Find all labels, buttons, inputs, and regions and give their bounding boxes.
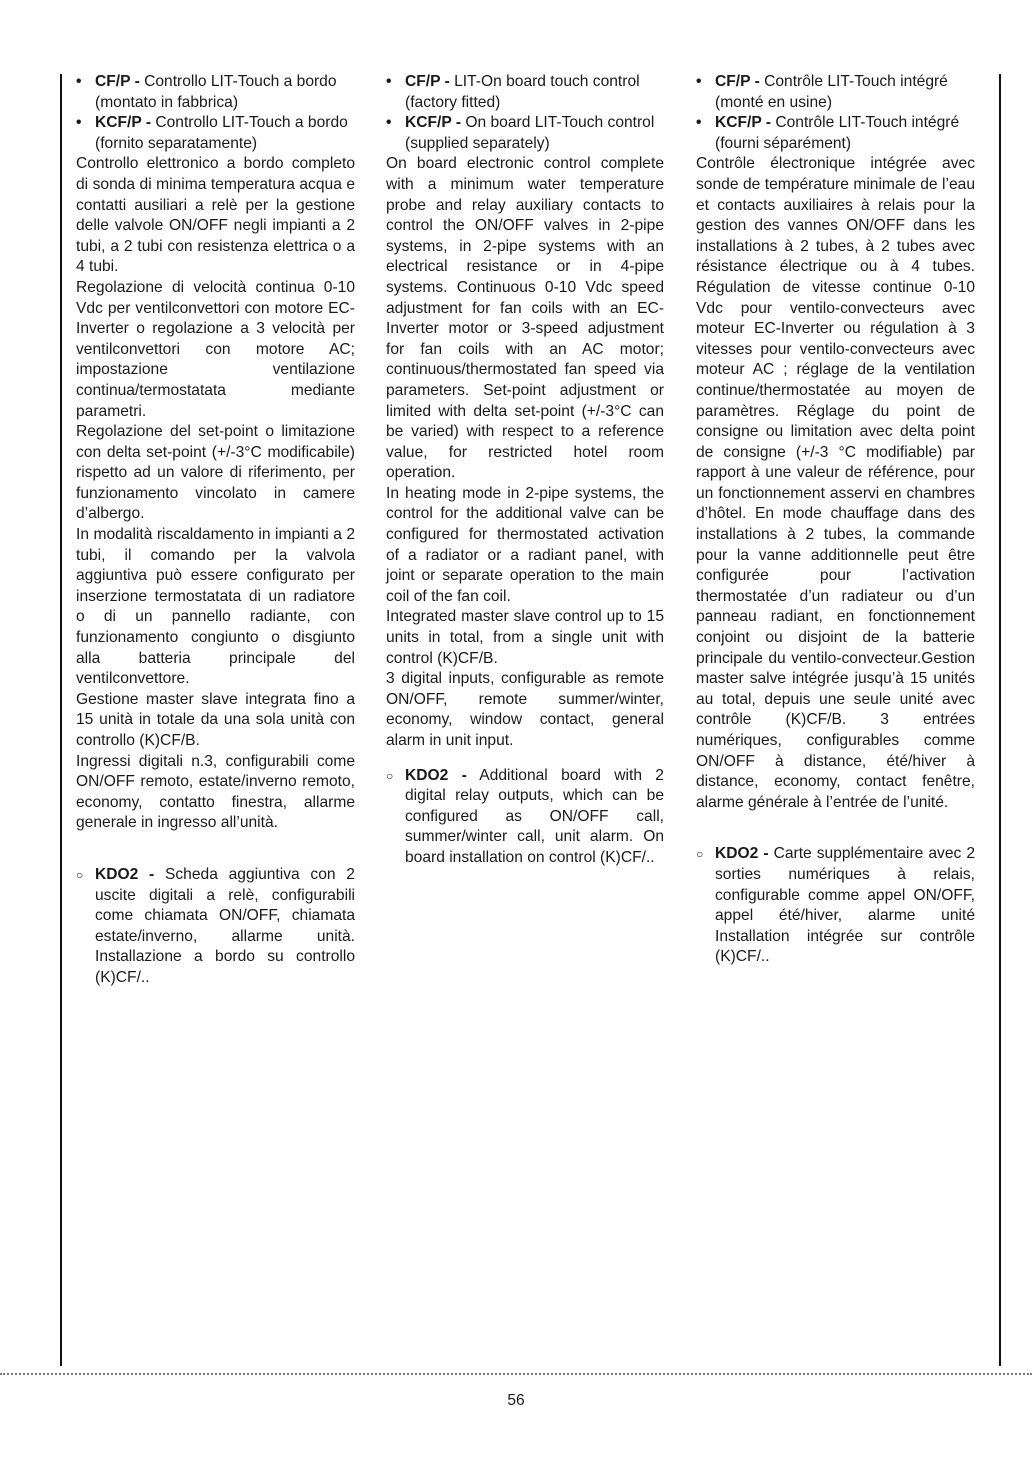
ring-bullet-icon: ○	[76, 867, 84, 882]
paragraph: Integrated master slave control up to 15 units in total, from a single unit with control (K)CF/B.	[386, 608, 664, 667]
option-code: CF/P -	[715, 73, 760, 90]
option-kdo2	[76, 865, 355, 989]
left-margin-rule	[60, 74, 62, 1366]
paragraph: 3 digital inputs, configurable as remote ON/OFF, remote summer/winter, economy, window contact, general alarm in unit input.	[386, 670, 664, 749]
option-text: Contrôle LIT-Touch intégré (fourni séparément)	[715, 114, 960, 152]
option-code: CF/P -	[405, 73, 450, 90]
footer-dotted-divider	[0, 1373, 1032, 1375]
option-kdo2	[386, 766, 664, 869]
column-english	[386, 72, 664, 869]
paragraph: In modalità riscaldamento in impianti a 2 tubi, il comando per la valvola aggiuntiva può essere configurato per inserzione termostatata di un radiatore o di un pannello radiante, con funzionamento congiunto o disgiunto alla batteria principale del ventilconvettore.	[76, 526, 355, 688]
right-margin-rule	[999, 74, 1001, 1366]
option-text: Controllo LIT-Touch a bordo (montato in fabbrica)	[95, 73, 337, 111]
option-text: Additional board with 2 digital relay outputs, which can be configured as ON/OFF call, summer/winter call, unit alarm. On board installation on control (K)CF/..	[405, 766, 664, 866]
option-kdo2	[696, 844, 975, 968]
option-kcf-p	[76, 113, 355, 154]
option-cf-p	[76, 72, 355, 113]
option-code: KCF/P -	[95, 114, 152, 132]
option-list	[386, 72, 664, 154]
option-text: On board LIT-Touch control (supplied separately)	[405, 114, 655, 152]
column-french	[696, 72, 975, 968]
paragraph: Regolazione di velocità continua 0-10 Vdc per ventilconvettori con motore EC-Inverter o regolazione a 3 velocità per ventilconvettori con motore AC; impostazione ventilazione continua/termostatata mediante parametri.	[76, 278, 355, 420]
paragraph: Regolazione del set-point o limitazione con delta set-point (+/-3°C modificabile) rispetto ad un valore di riferimento, per funzionamento vincolato in camere d’albergo.	[76, 423, 355, 523]
paragraph: Contrôle électronique intégrée avec sonde de température minimale de l’eau et contacts auxiliaires à relais pour la gestion des vannes ON/OFF dans les installations à 2 tubes, à 2 tubes avec résistance électrique ou à 4 tubes. Régulation de vitesse continue 0-10 Vdc pour ventilo-convecteurs avec moteur EC-Inverter ou régulation à 3 vitesses pour ventilo-convecteurs avec moteur AC ; réglage de la ventilation continue/thermostatée au moyen de paramètres. Réglage du point de consigne ou limitation avec delta point de consigne (+/-3 °C modifiable) par rapport à une valeur de référence, pour un fonctionnement asservi en chambres d’hôtel. En mode chauffage dans des installations à 2 tubes, la commande pour la vanne additionnelle peut être configurée pour l’activation thermostatée d’un radiateur ou d’un panneau radiant, en fonctionnement conjoint ou disjoint de la batterie principale du ventilo-convecteur.Gestion master salve intégrée jusqu’à 15 unités au total, depuis une seule unité avec contrôle (K)CF/B. 3 entrées numériques, configurables comme ON/OFF à distance, été/hiver à distance, economy, contact fenêtre, alarme générale à l’entrée de l’unité.	[696, 155, 975, 811]
ring-bullet-icon: ○	[386, 768, 394, 783]
option-code: CF/P -	[95, 73, 140, 90]
option-text: Scheda aggiuntiva con 2 uscite digitali a relè, configurabili come chiamata ON/OFF, chiamata estate/inverno, allarme unità. Installazione a bordo su controllo (K)CF/..	[95, 865, 355, 986]
option-text: Carte supplémentaire avec 2 sorties numériques à relais, configurable comme appel ON/OFF, appel été/hiver, alarme unité Installation intégrée sur contrôle (K)CF/..	[715, 845, 975, 966]
option-cf-p	[386, 72, 664, 113]
option-text: LIT-On board touch control (factory fitted)	[405, 73, 640, 111]
option-code: KDO2 -	[715, 845, 769, 863]
ring-bullet-icon: ○	[696, 847, 704, 862]
option-code: KCF/P -	[715, 114, 772, 132]
option-code: KDO2 -	[95, 865, 155, 883]
paragraph: On board electronic control complete with a minimum water temperature probe and relay auxiliary contacts to control the ON/OFF valves in 2-pipe systems, in 2-pipe systems with an electrical resistance or in 4-pipe systems. Continuous 0-10 Vdc speed adjustment for fan coils with an EC-Inverter motor or 3-speed adjustment for fan coils with an AC motor; continuous/thermostated fan speed via parameters. Set-point adjustment or limited with delta set-point (+/-3°C can be varied) with respect to a reference value, for restricted hotel room operation.	[386, 155, 664, 482]
paragraph: Controllo elettronico a bordo completo di sonda di minima temperatura acqua e contatti ausiliari a relè per la gestione delle valvole ON/OFF negli impianti a 2 tubi, a 2 tubi con resistenza elettrica o a 4 tubi.	[76, 155, 355, 276]
option-text: Controllo LIT-Touch a bordo (fornito separatamente)	[95, 114, 348, 152]
option-cf-p	[696, 72, 975, 113]
option-kcf-p	[386, 113, 664, 154]
page-number: 56	[507, 1392, 525, 1409]
option-list	[696, 72, 975, 154]
paragraph: Ingressi digitali n.3, configurabili come ON/OFF remoto, estate/inverno remoto, economy, contatto finestra, allarme generale in ingresso all’unità.	[76, 752, 355, 832]
option-kcf-p	[696, 113, 975, 154]
option-code: KDO2 -	[405, 766, 467, 784]
option-code: KCF/P -	[405, 114, 462, 132]
column-italian	[76, 72, 355, 989]
paragraph: Gestione master slave integrata fino a 15 unità in totale da una sola unità con controllo (K)CF/B.	[76, 690, 355, 749]
paragraph: In heating mode in 2-pipe systems, the control for the additional valve can be configured for thermostated activation of a radiator or a radiant panel, with joint or separate operation to the main coil of the fan coil.	[386, 484, 664, 605]
option-text: Contrôle LIT-Touch intégré (monté en usine)	[715, 73, 948, 111]
option-list	[76, 72, 355, 154]
